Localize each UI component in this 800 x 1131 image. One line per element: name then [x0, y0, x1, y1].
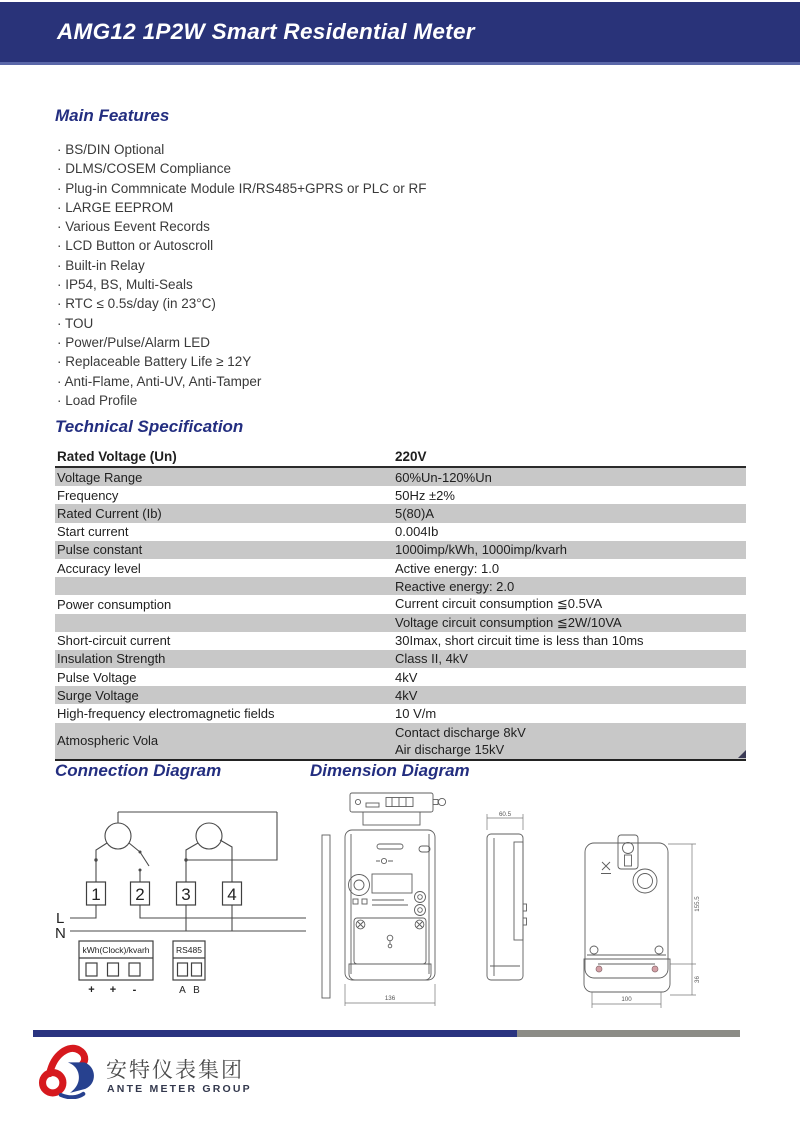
- spec-value: 4kV: [395, 669, 418, 685]
- pulse-pin-label: +: [109, 984, 117, 996]
- spec-row: [55, 650, 746, 668]
- neutral-label: N: [55, 925, 66, 942]
- feature-item: · Power/Pulse/Alarm LED: [57, 333, 427, 352]
- page-title: AMG12 1P2W Smart Residential Meter: [57, 19, 475, 44]
- brand-name-chinese: 安特仪表集团: [106, 1059, 244, 1082]
- spec-row: [55, 486, 746, 504]
- dim-terminal-cover-label: 36: [694, 976, 701, 983]
- spec-label: Voltage Range: [57, 469, 143, 485]
- spec-header-value: 220V: [395, 449, 427, 464]
- dim-height-label: 155.5: [694, 896, 701, 912]
- spec-label: Frequency: [57, 487, 119, 503]
- spec-row: [55, 668, 746, 686]
- terminal-4-label: 4: [227, 885, 237, 904]
- spec-row: [55, 577, 746, 595]
- features-list: [57, 140, 427, 410]
- spec-value: 60%Un-120%Un: [395, 469, 492, 485]
- spec-value: Voltage circuit consumption ≦2W/10VA: [395, 614, 622, 630]
- spec-row: [55, 504, 746, 522]
- spec-value: Contact discharge 8kV Air discharge 15kV: [395, 724, 526, 757]
- terminal-1-label: 1: [91, 885, 101, 904]
- rs485-pin-b-label: B: [193, 985, 200, 996]
- spec-header-row: [55, 447, 746, 468]
- spec-label: Power consumption: [57, 596, 172, 612]
- spec-value: Active energy: 1.0: [395, 560, 500, 576]
- spec-row: [55, 523, 746, 541]
- pulse-pin-label: -: [132, 984, 137, 996]
- spec-value: 30Imax, short circuit time is less than 10ms: [395, 633, 644, 649]
- spec-value: Class II, 4kV: [395, 651, 468, 667]
- pulse-block-label: kWh(Clock)/kvarh: [82, 945, 150, 955]
- spec-label: Rated Current (Ib): [57, 505, 162, 521]
- feature-item: · BS/DIN Optional: [57, 140, 427, 159]
- spec-value: 4kV: [395, 687, 418, 703]
- rs485-block-label: RS485: [176, 945, 202, 955]
- spec-label: High-frequency electromagnetic fields: [57, 706, 275, 722]
- spec-row: [55, 468, 746, 486]
- spec-label: Accuracy level: [57, 560, 141, 576]
- brand-name-english: ANTE METER GROUP: [107, 1083, 252, 1095]
- spec-value: 10 V/m: [395, 706, 437, 722]
- footer-rule-gray: [517, 1030, 740, 1037]
- spec-row: [55, 614, 746, 632]
- feature-item: · LCD Button or Autoscroll: [57, 236, 427, 255]
- ante-logo-icon: [38, 1042, 100, 1099]
- spec-label: Start current: [57, 524, 129, 540]
- spec-label: Atmospheric Vola: [57, 733, 159, 749]
- rs485-pin-a-label: A: [179, 985, 186, 996]
- spec-value: 50Hz ±2%: [395, 487, 455, 503]
- spec-row: [55, 559, 746, 577]
- spec-row: [55, 686, 746, 704]
- feature-item: · Various Eevent Records: [57, 217, 427, 236]
- spec-value: Current circuit consumption ≦0.5VA: [395, 596, 603, 612]
- dim-back-width-label: 100: [621, 996, 632, 1003]
- spec-row: [55, 632, 746, 650]
- spec-label: Insulation Strength: [57, 651, 166, 667]
- spec-value: Reactive energy: 2.0: [395, 578, 515, 594]
- technical-specification-heading: Technical Specification: [55, 417, 244, 436]
- footer-rule-navy: [33, 1030, 517, 1037]
- pulse-pin-label: +: [88, 984, 95, 996]
- dim-width-label: 136: [384, 995, 396, 1002]
- connection-diagram-heading: Connection Diagram: [55, 761, 222, 780]
- title-bar: [0, 2, 800, 65]
- feature-item: · Anti-Flame, Anti-UV, Anti-Tamper: [57, 372, 427, 391]
- spec-label: Pulse constant: [57, 542, 143, 558]
- feature-item: · Plug-in Commnicate Module IR/RS485+GPRS or PLC or RF: [57, 179, 427, 198]
- feature-item: · RTC ≤ 0.5s/day (in 23°C): [57, 294, 427, 313]
- feature-item: · IP54, BS, Multi-Seals: [57, 275, 427, 294]
- spec-label: Short-circuit current: [57, 633, 171, 649]
- dimension-diagram-heading: Dimension Diagram: [310, 761, 470, 780]
- terminal-3-label: 3: [181, 885, 191, 904]
- terminal-2-label: 2: [135, 885, 145, 904]
- dim-depth-label: 60.5: [498, 811, 512, 818]
- spec-row: [55, 704, 746, 722]
- spec-row: [55, 595, 746, 613]
- feature-item: · Replaceable Battery Life ≥ 12Y: [57, 352, 427, 371]
- spec-row: [55, 723, 746, 760]
- feature-item: · Built-in Relay: [57, 256, 427, 275]
- feature-item: · Load Profile: [57, 391, 427, 410]
- spec-label: Surge Voltage: [57, 687, 139, 703]
- connection-diagram: [50, 806, 310, 1014]
- main-features-heading: Main Features: [55, 106, 170, 125]
- feature-item: · LARGE EEPROM: [57, 198, 427, 217]
- spec-row: [55, 541, 746, 559]
- dimension-diagram: [318, 788, 730, 1018]
- spec-value: 1000imp/kWh, 1000imp/kvarh: [395, 542, 567, 558]
- table-corner-mark: [738, 750, 746, 758]
- spec-header-label: Rated Voltage (Un): [57, 449, 177, 464]
- spec-value: 0.004Ib: [395, 524, 439, 540]
- line-label: L: [56, 910, 65, 927]
- feature-item: · TOU: [57, 314, 427, 333]
- spec-label: Pulse Voltage: [57, 669, 137, 685]
- spec-table: [55, 447, 746, 761]
- spec-value: 5(80)A: [395, 505, 435, 521]
- feature-item: · DLMS/COSEM Compliance: [57, 159, 427, 178]
